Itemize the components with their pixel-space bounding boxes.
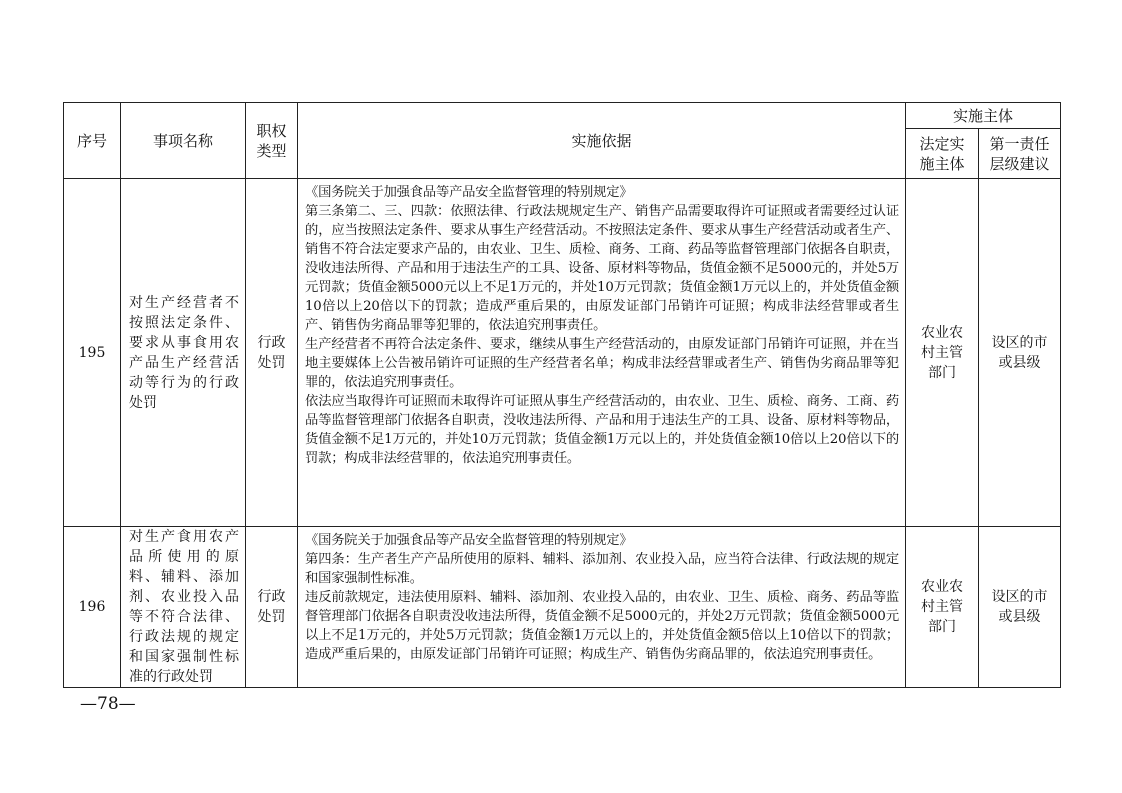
basis-title: 《国务院关于加强食品等产品安全监督管理的特别规定》 — [305, 185, 633, 200]
row-item-name: 对生产食用农产品所使用的原料、辅料、添加剂、农业投入品等不符合法律、行政法规的规定和国家强制性标准的行政处罚 — [121, 527, 246, 688]
row-responsibility-level: 设区的市或县级 — [979, 179, 1061, 527]
row-legal-subject: 农业农村主管部门 — [906, 179, 979, 527]
row-seq: 196 — [64, 527, 121, 688]
basis-paragraph: 生产经营者不再符合法定条件、要求，继续从事生产经营活动的，由原发证部门吊销许可证照，并在当地主要媒体上公告被吊销许可证照的生产经营者名单；构成非法经营罪或者生产、销售伪劣商品罪等犯罪的，依法追究刑事责任。 — [305, 337, 899, 390]
row-basis — [298, 179, 906, 527]
basis-paragraph: 违反前款规定，违法使用原料、辅料、添加剂、农业投入品的，由农业、卫生、质检、商务、药品等监督管理部门依据各自职责没收违法所得，货值金额不足5000元的，并处2万元罚款；货值金额5000元以上不足1万元的，并处5万元罚款；货值金额1万元以上的，并处货值金额5倍以上10倍以下的罚款；造成严重后果的，由原发证部门吊销许可证照；构成生产、销售伪劣商品罪的，依法追究刑事责任。 — [305, 590, 899, 662]
header-seq: 序号 — [64, 103, 121, 179]
header-row — [64, 103, 1061, 129]
row-power-type: 行政处罚 — [246, 527, 298, 688]
header-item-name: 事项名称 — [121, 103, 246, 179]
header-subject: 实施主体 — [906, 103, 1061, 129]
header-power-type: 职权类型 — [246, 103, 298, 179]
row-legal-subject: 农业农村主管部门 — [906, 527, 979, 688]
row-seq: 195 — [64, 179, 121, 527]
power-list-table — [63, 102, 1061, 688]
header-legal-subject: 法定实施主体 — [906, 129, 979, 179]
page-number: —78— — [80, 694, 136, 714]
row-item-name: 对生产经营者不按照法定条件、要求从事食用农产品生产经营活动等行为的行政处罚 — [121, 179, 246, 527]
table-row — [64, 179, 1061, 527]
header-responsibility-level: 第一责任层级建议 — [979, 129, 1061, 179]
table-row — [64, 527, 1061, 688]
row-power-type: 行政处罚 — [246, 179, 298, 527]
basis-paragraph: 第三条第二、三、四款：依照法律、行政法规规定生产、销售产品需要取得许可证照或者需要经过认证的，应当按照法定条件、要求从事生产经营活动。不按照法定条件、要求从事生产经营活动或者生产、销售不符合法定要求产品的，由农业、卫生、质检、商务、工商、药品等监督管理部门依据各自职责，没收违法所得、产品和用于违法生产的工具、设备、原材料等物品，货值金额不足5000元的，并处5万元罚款；货值金额5000元以上不足1万元的，并处10万元罚款；货值金额1万元以上的，并处货值金额10倍以上20倍以下的罚款；造成严重后果的，由原发证部门吊销许可证照；构成非法经营罪或者生产、销售伪劣商品罪等犯罪的，依法追究刑事责任。 — [305, 204, 899, 333]
row-basis — [298, 527, 906, 688]
basis-paragraph: 依法应当取得许可证照而未取得许可证照从事生产经营活动的，由农业、卫生、质检、商务、工商、药品等监督管理部门依据各自职责，没收违法所得、产品和用于违法生产的工具、设备、原材料等物品，货值金额不足1万元的，并处10万元罚款；货值金额1万元以上的，并处货值金额10倍以上20倍以下的罚款；构成非法经营罪的，依法追究刑事责任。 — [305, 394, 899, 466]
basis-title: 《国务院关于加强食品等产品安全监督管理的特别规定》 — [305, 533, 633, 548]
basis-paragraph: 第四条：生产者生产产品所使用的原料、辅料、添加剂、农业投入品，应当符合法律、行政法规的规定和国家强制性标准。 — [305, 552, 899, 586]
header-basis: 实施依据 — [298, 103, 906, 179]
row-responsibility-level: 设区的市或县级 — [979, 527, 1061, 688]
